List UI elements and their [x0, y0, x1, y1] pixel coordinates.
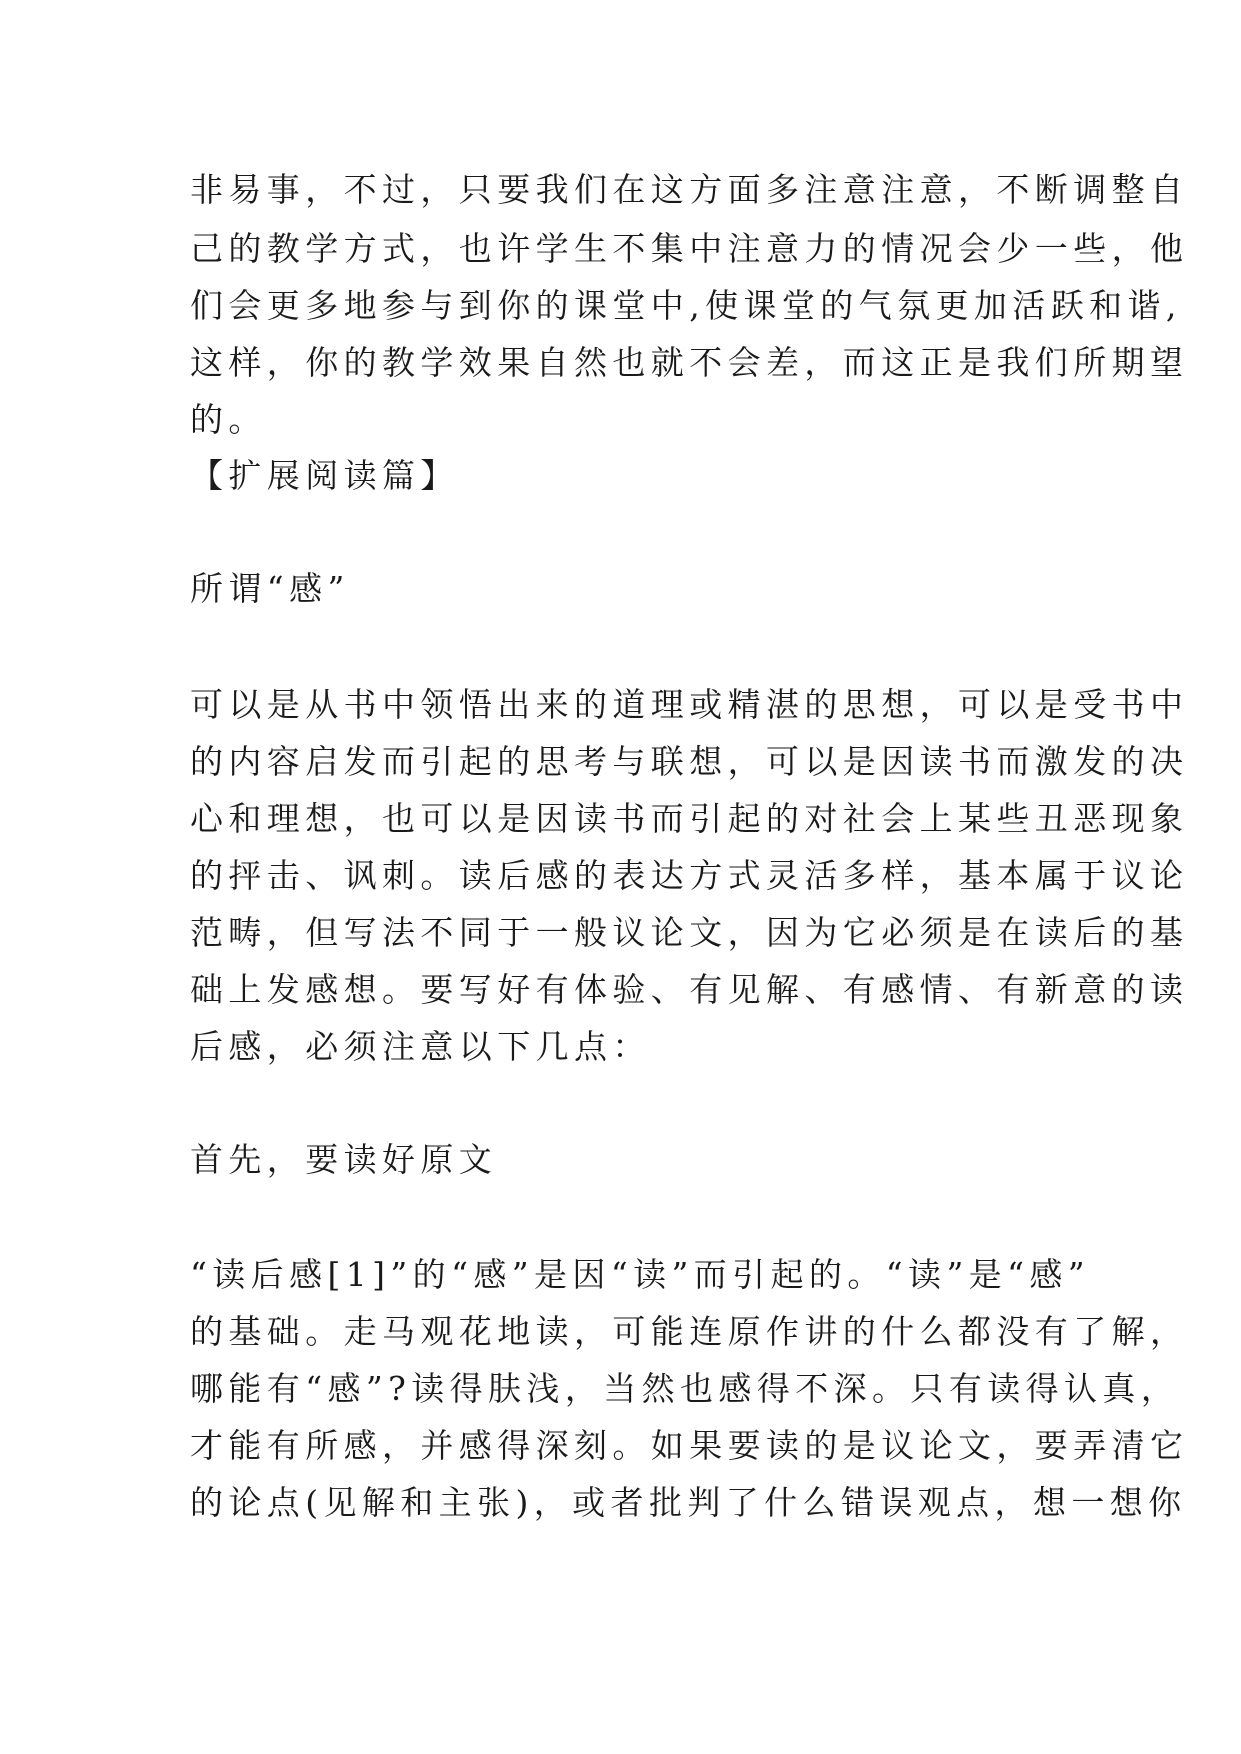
paragraph-line: 们会更多地参与到你的课堂中,使课堂的气氛更加活跃和谐,	[190, 286, 1182, 325]
section-heading: 【扩展阅读篇】	[190, 456, 459, 495]
paragraph-line: 可以是从书中领悟出来的道理或精湛的思想，可以是受书中	[190, 685, 1189, 724]
paragraph-line: 的内容启发而引起的思考与联想，可以是因读书而激发的决	[190, 742, 1189, 781]
paragraph-line: 的基础。走马观花地读，可能连原作讲的什么都没有了解，	[190, 1312, 1189, 1351]
paragraph-line: 己的教学方式，也许学生不集中注意力的情况会少一些，他	[190, 229, 1189, 268]
paragraph-line: 的抨击、讽刺。读后感的表达方式灵活多样，基本属于议论	[190, 856, 1189, 895]
subheading: 首先，要读好原文	[190, 1140, 498, 1179]
paragraph-line: 础上发感想。要写好有体验、有见解、有感情、有新意的读	[190, 970, 1189, 1009]
paragraph-line: 的。	[190, 400, 267, 439]
paragraph-line: 才能有所感，并感得深刻。如果要读的是议论文，要弄清它	[190, 1426, 1189, 1465]
paragraph-line: 心和理想，也可以是因读书而引起的对社会上某些丑恶现象	[190, 799, 1189, 838]
document-page	[190, 0, 1189, 1754]
paragraph-line: 这样，你的教学效果自然也就不会差，而这正是我们所期望	[190, 343, 1189, 382]
paragraph-line: 哪能有“感”?读得肤浅，当然也感得不深。只有读得认真，	[190, 1369, 1180, 1408]
paragraph-line: 后感，必须注意以下几点：	[190, 1027, 651, 1066]
subheading: 所谓“感”	[190, 569, 350, 608]
paragraph-line: 范畴，但写法不同于一般议论文，因为它必须是在读后的基	[190, 913, 1189, 952]
paragraph-line: 的论点(见解和主张)，或者批判了什么错误观点，想一想你	[190, 1483, 1187, 1522]
paragraph-line: 非易事，不过，只要我们在这方面多注意注意，不断调整自	[190, 170, 1189, 209]
paragraph-line: “读后感[1]”的“感”是因“读”而引起的。“读”是“感”	[190, 1255, 1091, 1294]
